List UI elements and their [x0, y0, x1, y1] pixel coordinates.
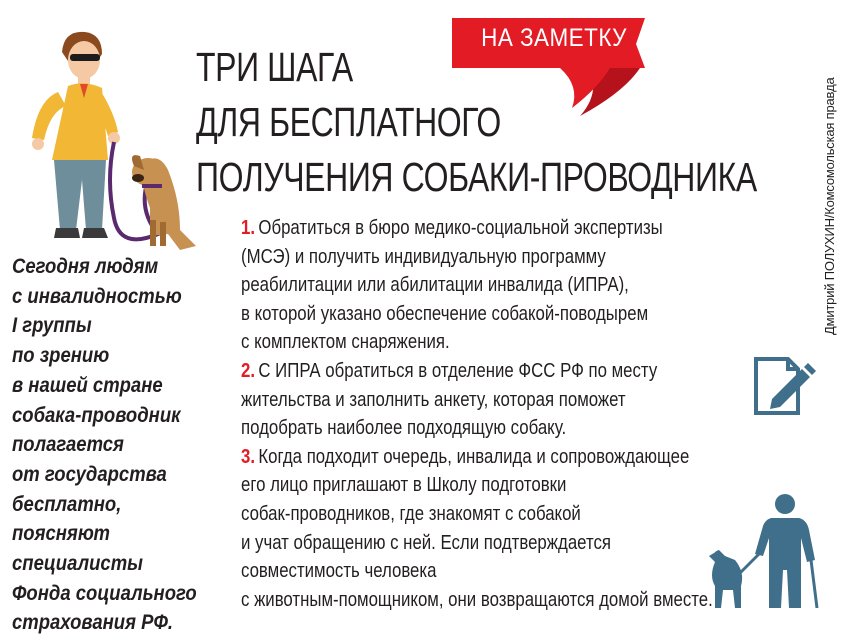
step-number: 3. [241, 445, 256, 468]
step-text-line: его лицо приглашают в Школу подготовки [241, 474, 567, 497]
sidebar-line: страхования РФ. [12, 610, 174, 635]
step-text-line: подобрать наиболее подходящую собаку. [241, 417, 567, 440]
title-line-1: ТРИ ШАГА [196, 44, 353, 90]
sidebar-line: в нашей стране [12, 372, 163, 397]
sidebar-line: специалисты [12, 551, 143, 576]
step-text-line: С ИПРА обратиться в отделение ФСС РФ по месту [258, 359, 658, 382]
sidebar-line: бесплатно, [12, 491, 122, 516]
title-line-3: ПОЛУЧЕНИЯ СОБАКИ-ПРОВОДНИКА [196, 154, 757, 200]
step-text-line: реабилитации или абилитации инвалида (ИПРА), [241, 274, 629, 297]
sidebar-line: I группы [12, 313, 92, 338]
sidebar-line: поясняют [12, 521, 111, 546]
step-number: 2. [241, 359, 256, 382]
step-text-line: Обратиться в бюро медико-социальной экспертизы [258, 217, 663, 239]
sidebar-line: собака-проводник [12, 402, 181, 427]
step-text-line: с животным-помощником, они возвращаются домой вместе. [241, 588, 713, 611]
sidebar-line: с инвалидностью [12, 283, 182, 308]
photo-credit: Дмитрий ПОЛУХИН/Комсомольская правда [822, 77, 837, 335]
sidebar-note [12, 252, 227, 638]
step-text-line: в которой указано обеспечение собакой-поводырем [241, 302, 649, 325]
step-text-line: с комплектом снаряжения. [241, 331, 450, 354]
badge-label: НА ЗАМЕТКУ [481, 24, 627, 52]
step-text-line: совместимость человека [241, 560, 437, 583]
step-text-line: Когда подходит очередь, инвалида и сопровождающее [258, 445, 690, 468]
step-text-line: собак-проводников, где знакомят с собакой [241, 502, 581, 525]
step-number: 1. [241, 217, 256, 239]
person-with-guide-dog-icon [705, 490, 840, 610]
step-text-line: жительства и заполнить анкету, которая поможет [241, 388, 626, 411]
sidebar-line: полагается [12, 432, 124, 457]
sidebar-line: от государства [12, 461, 167, 486]
step-text-line: и учат обращению с ней. Если подтверждается [241, 531, 611, 554]
blind-man-with-guide-dog-illustration [10, 20, 215, 255]
document-with-pen-icon [752, 355, 816, 417]
sidebar-line: по зрению [12, 343, 110, 368]
title-line-2: ДЛЯ БЕСПЛАТНОГО [196, 99, 501, 145]
sidebar-line: Сегодня людям [12, 254, 159, 278]
step-1 [241, 214, 841, 357]
sidebar-line: Фонда социального [12, 580, 197, 605]
step-2 [241, 357, 841, 443]
step-text-line: (МСЭ) и получить индивидуальную программу [241, 245, 606, 268]
